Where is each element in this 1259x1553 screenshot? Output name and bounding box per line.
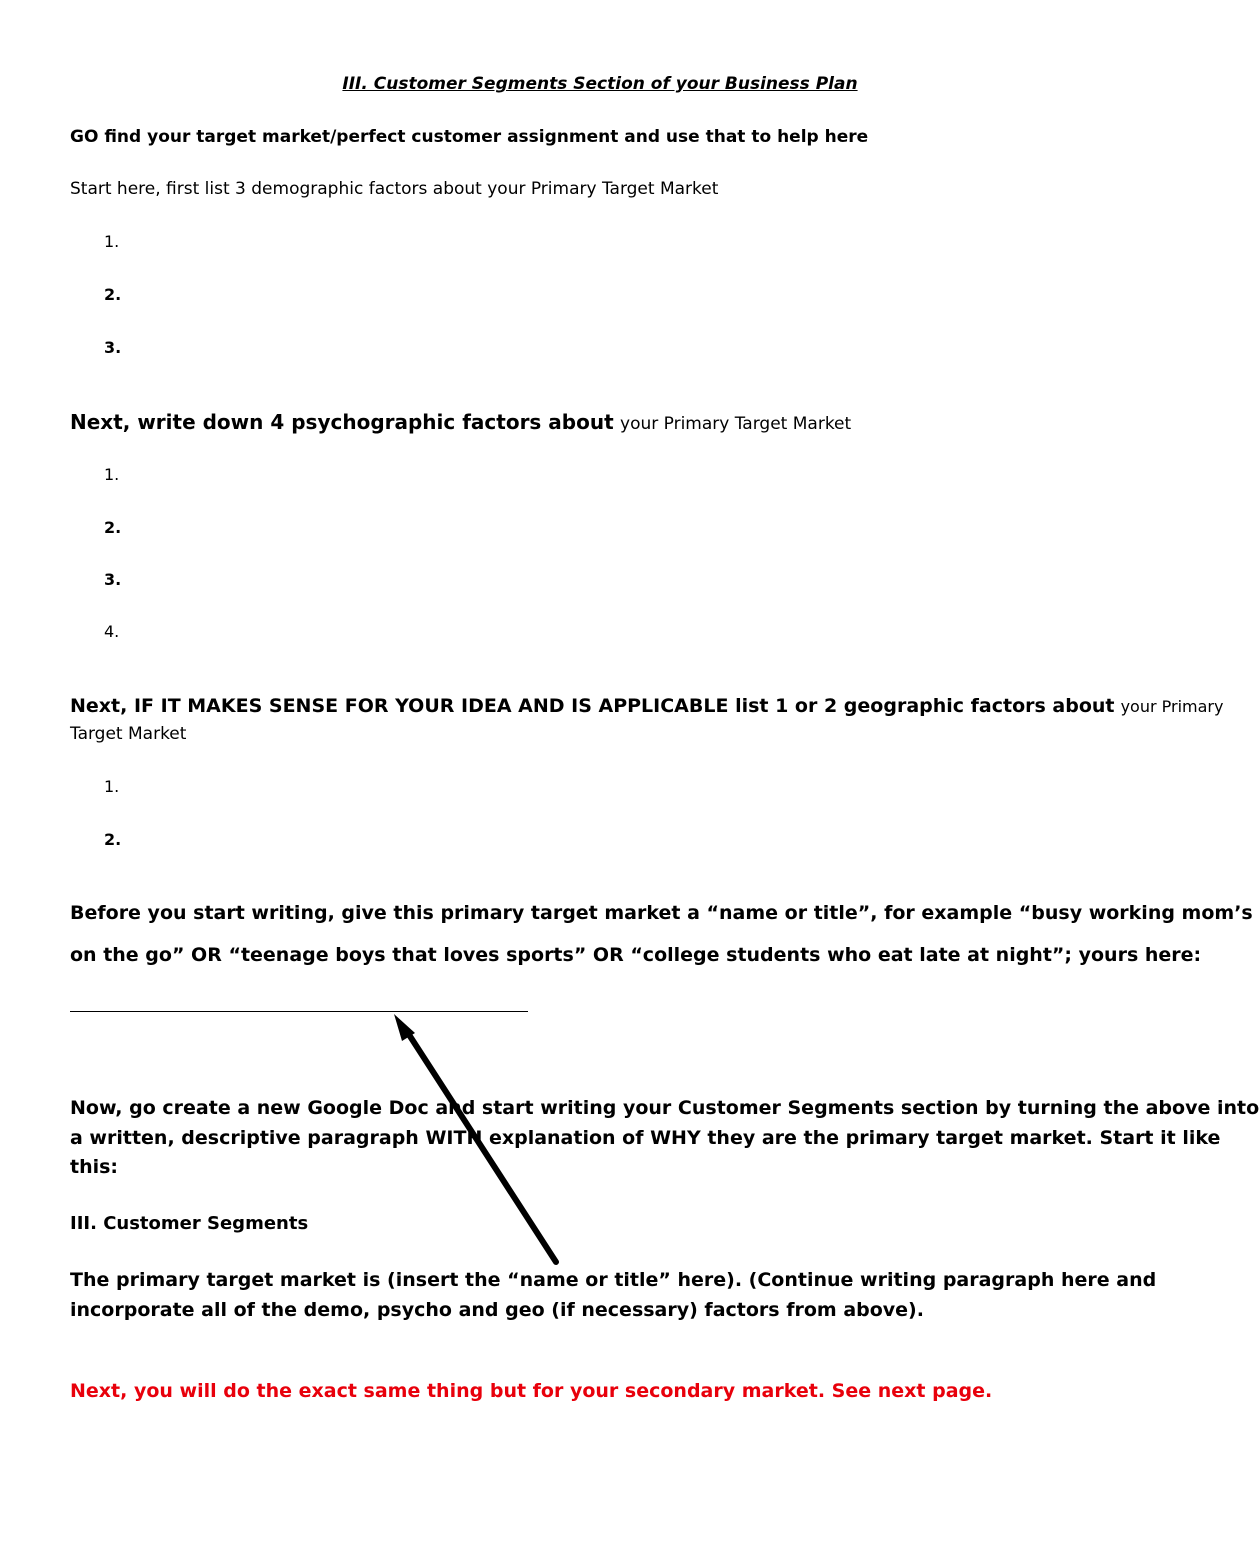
geographic-prompt-bold: Next, IF IT MAKES SENSE FOR YOUR IDEA AND IS APPLICABLE list 1 or 2 geographic factors about <box>70 695 1115 717</box>
page-title: III. Customer Segments Section of your Business Plan <box>342 74 858 94</box>
writing-instruction-line-3: this: <box>70 1156 119 1178</box>
geographic-item-1: 1. <box>104 777 120 796</box>
demographic-item-1: 1. <box>104 232 120 251</box>
writing-instruction-line-2: a written, descriptive paragraph WITH explanation of WHY they are the primary target market. Start it like <box>70 1127 1221 1149</box>
geographic-prompt-regular-1: your Primary <box>1120 697 1224 716</box>
section-heading: III. Customer Segments <box>70 1213 309 1234</box>
psychographic-item-1: 1. <box>104 465 120 484</box>
primary-paragraph-line-2: incorporate all of the demo, psycho and geo (if necessary) factors from above). <box>70 1299 924 1321</box>
primary-paragraph-line-1: The primary target market is (insert the “name or title” here). (Continue writing paragraph here and <box>70 1269 1157 1291</box>
writing-instruction-line-1: Now, go create a new Google Doc and start writing your Customer Segments section by turning the above into <box>70 1097 1259 1119</box>
demographic-item-2: 2. <box>104 285 122 304</box>
psychographic-item-3: 3. <box>104 570 122 589</box>
intro-instruction: GO find your target market/perfect customer assignment and use that to help here <box>70 127 869 147</box>
psychographic-item-4: 4. <box>104 622 120 641</box>
next-page-note: Next, you will do the exact same thing but for your secondary market. See next page. <box>70 1380 993 1402</box>
psychographic-item-2: 2. <box>104 518 122 537</box>
naming-instruction-line-1: Before you start writing, give this primary target market a “name or title”, for example “busy working mom’s <box>70 902 1253 924</box>
naming-instruction-line-2: on the go” OR “teenage boys that loves sports” OR “college students who eat late at night”; yours here: <box>70 944 1202 966</box>
psychographic-prompt-bold: Next, write down 4 psychographic factors about <box>70 410 614 434</box>
geographic-item-2: 2. <box>104 830 122 849</box>
demographic-item-3: 3. <box>104 338 122 357</box>
geographic-prompt-continued: Target Market <box>70 724 187 744</box>
demographic-prompt: Start here, first list 3 demographic factors about your Primary Target Market <box>70 179 719 199</box>
arrow-shaft <box>406 1030 556 1262</box>
psychographic-prompt-regular: your Primary Target Market <box>620 414 852 434</box>
